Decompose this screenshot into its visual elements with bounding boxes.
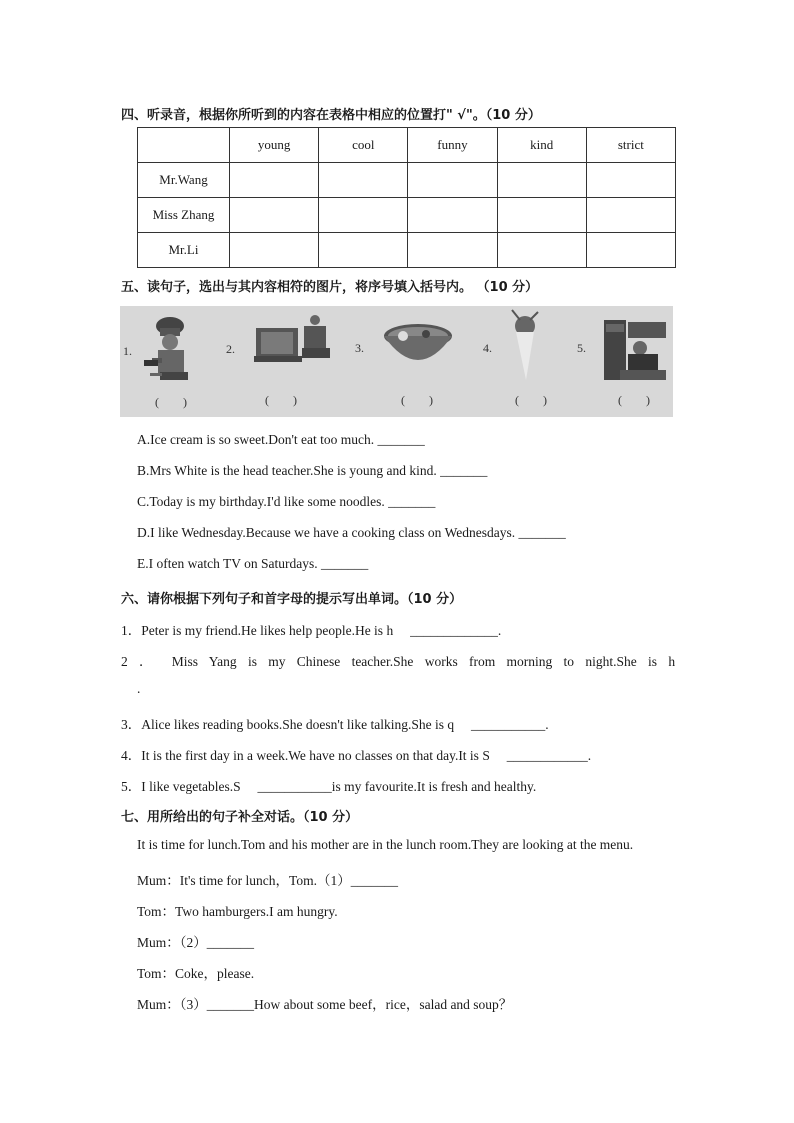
answer-cell[interactable] [497,233,586,268]
answer-cell[interactable] [586,198,675,233]
question-5: 5．I like vegetables.S ___________is my favourite.It is fresh and healthy. [121,779,537,794]
row-label-miss-zhang: Miss Zhang [138,198,230,233]
answer-cell[interactable] [319,233,408,268]
answer-cell[interactable] [586,233,675,268]
q2-word: is [648,654,658,669]
answer-bracket-4[interactable]: ( ) [515,393,547,407]
q2-word: works [424,654,458,669]
answer-cell[interactable] [319,198,408,233]
dialogue-line-3: Mum：（2）_______ [137,935,255,950]
answer-cell[interactable] [586,163,675,198]
row-label-mr-wang: Mr.Wang [138,163,230,198]
q2-word: 2 ． [121,654,161,669]
q2-word: is [247,654,257,669]
answer-cell[interactable] [408,198,497,233]
dialogue-line-4: Tom：Coke，please. [137,966,255,981]
answer-bracket-3[interactable]: ( ) [401,393,433,407]
q2-word: morning [506,654,553,669]
answer-cell[interactable] [408,163,497,198]
dialogue-line-5: Mum：（3）_______How about some beef，rice，salad and soup？ [137,997,513,1012]
table-row [138,233,676,268]
picture-strip [120,306,673,417]
listening-table [137,127,676,268]
question-2 [121,650,675,670]
dialogue-intro: It is time for lunch.Tom and his mother are in the lunch room.They are looking at the menu. [137,837,634,852]
q2-word: teacher.She [351,654,414,669]
q2-word: Yang [208,654,237,669]
section6-title: 六、请你根据下列句子和首字母的提示写出单词。（10 分） [121,592,463,607]
dialogue-line-2: Tom：Two hamburgers.I am hungry. [137,904,338,919]
answer-cell[interactable] [497,163,586,198]
question-1: 1．Peter is my friend.He likes help people.He is h _____________. [121,623,502,638]
picture-label-4: 4. [483,341,492,355]
q2-word: Miss [171,654,198,669]
question-3: 3．Alice likes reading books.She doesn't like talking.She is q ___________. [121,717,549,732]
answer-cell[interactable] [230,163,319,198]
table-corner-cell [138,128,230,163]
answer-bracket-1[interactable]: ( ) [155,395,187,409]
q2-word: from [468,654,496,669]
header-cool: cool [319,128,408,163]
row-label-mr-li: Mr.Li [138,233,230,268]
table-row [138,163,676,198]
dialogue-line-1: Mum：It's time for lunch，Tom.（1）_______ [137,873,398,888]
picture-label-2: 2. [226,342,235,356]
question-4: 4．It is the first day in a week.We have no classes on that day.It is S ____________. [121,748,592,763]
table-row [138,198,676,233]
q2-word: my [268,654,286,669]
sentence-d: D.I like Wednesday.Because we have a cooking class on Wednesdays. _______ [137,525,566,540]
table-header-row [138,128,676,163]
answer-cell[interactable] [230,233,319,268]
picture-label-5: 5. [577,341,586,355]
question-2-end: . [137,681,141,696]
picture-label-1: 1. [123,344,132,358]
answer-cell[interactable] [497,198,586,233]
q2-word: Chinese [296,654,341,669]
section5-title: 五、读句子，选出与其内容相符的图片，将序号填入括号内。 （10 分） [121,280,539,295]
answer-bracket-2[interactable]: ( ) [265,393,297,407]
sentence-e: E.I often watch TV on Saturdays. _______ [137,556,369,571]
section7-title: 七、用所给出的句子补全对话。（10 分） [121,810,359,825]
q2-word: h [668,654,676,669]
sentence-b: B.Mrs White is the head teacher.She is young and kind. _______ [137,463,488,478]
header-young: young [230,128,319,163]
answer-cell[interactable] [408,233,497,268]
section4-title: 四、听录音，根据你所听到的内容在表格中相应的位置打" √"。（10 分） [121,108,541,123]
sentence-a: A.Ice cream is so sweet.Don't eat too much. _______ [137,432,425,447]
header-kind: kind [497,128,586,163]
header-funny: funny [408,128,497,163]
answer-cell[interactable] [230,198,319,233]
q2-word: night.She [585,654,637,669]
sentence-c: C.Today is my birthday.I'd like some noodles. _______ [137,494,436,509]
answer-bracket-5[interactable]: ( ) [618,393,650,407]
header-strict: strict [586,128,675,163]
answer-cell[interactable] [319,163,408,198]
picture-label-3: 3. [355,341,364,355]
q2-word: to [563,654,575,669]
